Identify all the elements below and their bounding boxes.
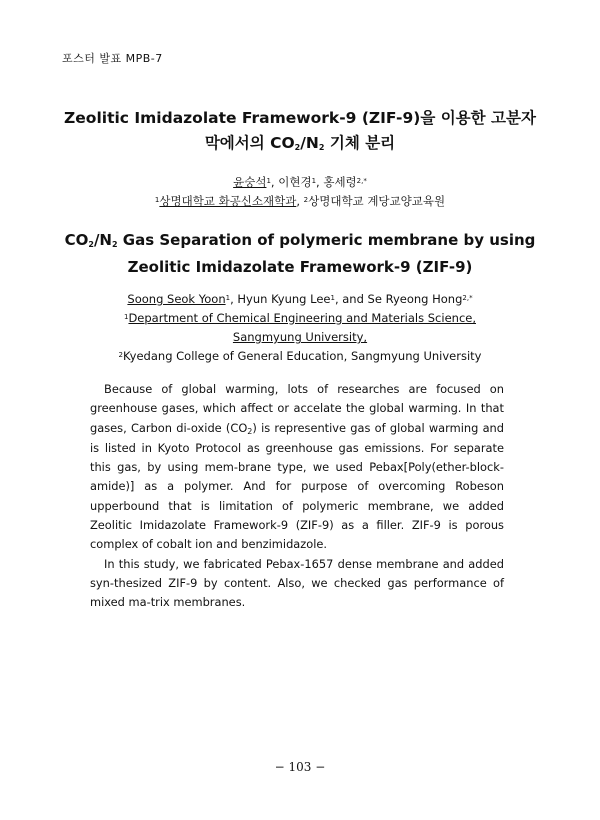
english-affiliation-1-line1: $^1$Department of Chemical Engineering and Materials Science, bbox=[123, 311, 476, 325]
session-label: 포스터 발표 MPB-7 bbox=[62, 52, 163, 65]
korean-title bbox=[0, 106, 600, 158]
english-affiliation-2: $^2$Kyedang College of General Education, Sangmyung University bbox=[118, 349, 482, 363]
english-author-1: Soong Seok Yoon bbox=[127, 292, 226, 306]
english-affiliation-1-line2: Sangmyung University, bbox=[232, 330, 368, 344]
korean-authors-block bbox=[0, 173, 600, 211]
korean-affiliation-line: $^1$상명대학교 화공신소재학과, $^2$상명대학교 계당교양교육원 bbox=[154, 194, 446, 208]
korean-title-line1: Zeolitic Imidazolate Framework-9 (ZIF-9)을 이용한 고분자 bbox=[64, 109, 536, 127]
korean-title-line2: 막에서의 CO2/N2 기체 분리 bbox=[204, 134, 396, 152]
korean-affiliation-2: 상명대학교 계당교양교육원 bbox=[308, 194, 446, 208]
english-author-line: Soong Seok Yoon$^1$, Hyun Kyung Lee$^1$, and Se Ryeong Hong$^{2,*}$ bbox=[127, 292, 473, 306]
english-author-2: , Hyun Kyung Lee bbox=[230, 292, 331, 306]
english-title-line2: Zeolitic Imidazolate Framework-9 (ZIF-9) bbox=[127, 258, 473, 276]
english-title-line1: CO2/N2 Gas Separation of polymeric membrane by using bbox=[64, 231, 536, 249]
korean-author-2: 이현경 bbox=[278, 175, 312, 189]
abstract-paragraph-1: Because of global warming, lots of researches are focused on greenhouse gases, which affect or accelate the global warming. In that gases, Carbon di-oxide (CO2) is representive gas of global warming and is listed in Kyoto Protocol as greenhouse gas emissions. For separate this gas, by using mem-brane type, we used Pebax[Poly(ether-block-amide)] as a polymer. And for purpose of overcoming Robeson upperbound that is limitation of polymeric membrane, we added Zeolitic Imidazolate Framework-9 (ZIF-9) as a filler. ZIF-9 is porous complex of cobalt ion and benzimidazole. bbox=[90, 382, 505, 552]
abstract bbox=[90, 380, 504, 613]
korean-affiliation-1: 상명대학교 화공신소재학과 bbox=[159, 194, 297, 208]
english-title bbox=[0, 228, 600, 279]
abstract-paragraph-2: In this study, we fabricated Pebax-1657 dense membrane and added syn-thesized ZIF-9 by content. Also, we checked gas performance of mixed ma-trix membranes. bbox=[90, 556, 504, 610]
korean-author-line: 윤숭석$^1$, 이현경$^1$, 홍세령$^{2,*}$ bbox=[233, 175, 367, 189]
korean-author-3: 홍세령 bbox=[323, 175, 357, 189]
english-author-3: , and Se Ryeong Hong bbox=[334, 292, 463, 306]
korean-author-1: 윤숭석 bbox=[233, 175, 267, 189]
page-number: − 103 − bbox=[274, 760, 326, 774]
english-authors-block bbox=[0, 290, 600, 366]
